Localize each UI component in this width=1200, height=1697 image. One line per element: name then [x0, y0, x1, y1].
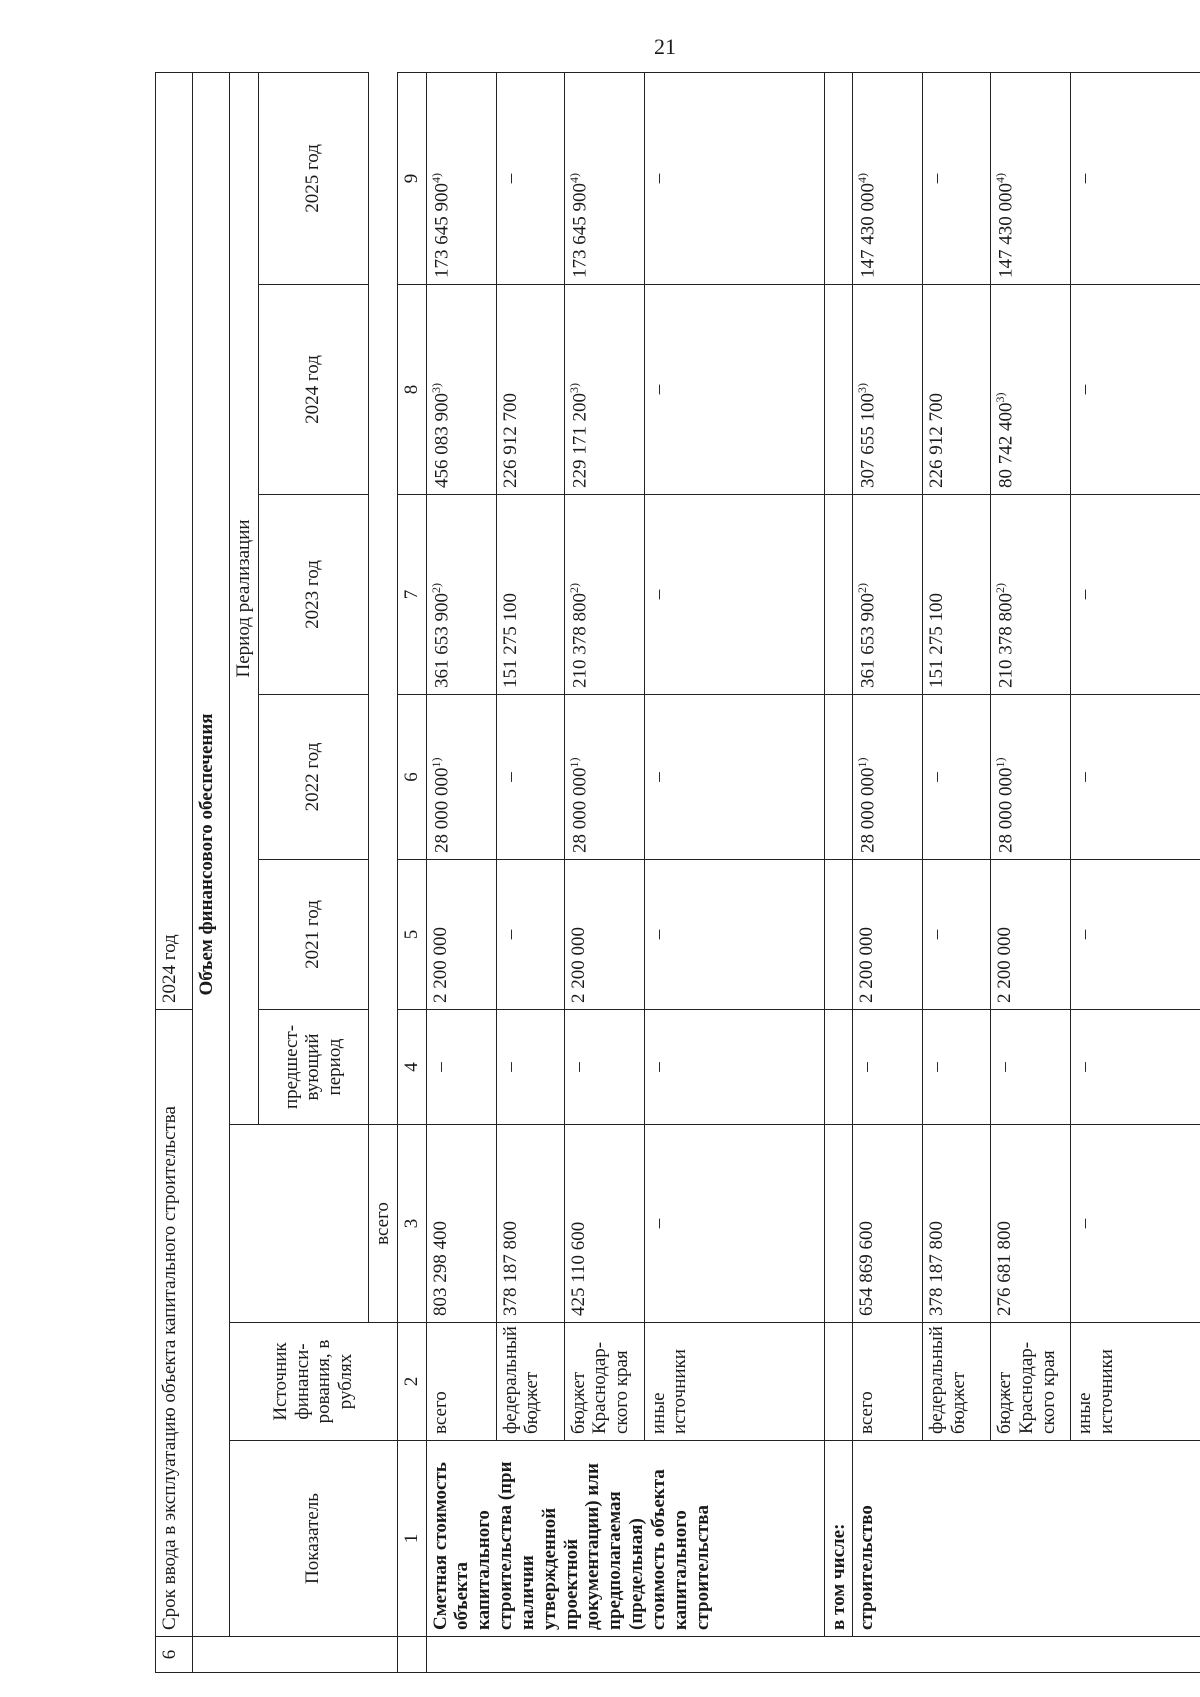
table-row [644, 72, 824, 1672]
row-spacer [923, 1637, 991, 1673]
including-empty-source [824, 1323, 853, 1441]
header-2025: 2025 год [258, 72, 368, 284]
header-previous: предшест-вующий период [258, 1009, 368, 1124]
commissioning-row [156, 72, 193, 1672]
row-spacer [991, 1637, 1071, 1673]
cell-2024: 307 655 100$^{3)}$ [853, 284, 923, 494]
previous-cell: – [496, 1009, 564, 1124]
footnote-mark: 3) [428, 382, 443, 393]
header-blank [230, 1125, 369, 1323]
previous-cell: – [1071, 1009, 1200, 1124]
including-spacer [824, 1637, 853, 1673]
financing-table [155, 72, 1200, 1673]
cell-2022: – [1071, 694, 1200, 859]
row-spacer [644, 1637, 824, 1673]
cell-2024: – [1071, 284, 1200, 494]
header-period: Период реализации [230, 72, 259, 1124]
previous-cell: – [923, 1009, 991, 1124]
footnote-mark: 2) [993, 582, 1008, 593]
cell-2021: 2 200 000 [564, 859, 644, 1009]
cell-2024: – [644, 284, 824, 494]
header-source: Источник финанси-рования, в рублях [230, 1323, 398, 1441]
source-cell: всего [853, 1323, 923, 1441]
rotated-table-content [155, 73, 1145, 1673]
table-row [853, 72, 923, 1672]
cell-2022: – [923, 694, 991, 859]
table-row [923, 72, 991, 1672]
column-number: 6 [397, 694, 426, 859]
source-cell: бюджет Краснодар-ского края [991, 1323, 1071, 1441]
header-fill [368, 72, 397, 1124]
section-construction [853, 72, 1200, 1672]
footnote-mark: 3) [855, 382, 870, 393]
footnote-mark: 3) [566, 382, 581, 393]
table-row [991, 72, 1071, 1672]
cell-2025: – [1071, 72, 1200, 284]
column-numbers-row [397, 72, 426, 1672]
including-row [824, 72, 853, 1672]
cell-2025: – [923, 72, 991, 284]
cell-2022: – [644, 694, 824, 859]
cell-2024: 456 083 900$^{3)}$ [426, 284, 496, 494]
header-2023: 2023 год [258, 494, 368, 694]
total-cell: 276 681 800 [991, 1125, 1071, 1323]
indicator-construction: строительство [853, 1441, 1200, 1637]
footnote-mark: 4) [566, 172, 581, 183]
cell-2023: 210 378 800$^{2)}$ [564, 494, 644, 694]
footnote-mark: 4) [428, 172, 443, 183]
column-number: 5 [397, 859, 426, 1009]
page-number: 21 [654, 34, 676, 59]
row-number: 6 [156, 1637, 193, 1673]
cell-2021: – [644, 859, 824, 1009]
column-number: 2 [397, 1323, 426, 1441]
previous-cell: – [991, 1009, 1071, 1124]
cell-2022: – [496, 694, 564, 859]
title-row [193, 72, 230, 1672]
cell-2021: 2 200 000 [853, 859, 923, 1009]
commissioning-label: Срок ввода в эксплуатацию объекта капитального строительства [156, 1009, 193, 1636]
table-row [564, 72, 644, 1672]
header-total: всего [368, 1125, 397, 1323]
commissioning-value: 2024 год [156, 72, 193, 1009]
source-cell: иные источники [644, 1323, 824, 1441]
source-cell: всего [426, 1323, 496, 1441]
including-empty-2024 [824, 284, 853, 494]
total-cell: 378 187 800 [496, 1125, 564, 1323]
footnote-mark: 1) [855, 757, 870, 768]
cell-2025: – [496, 72, 564, 284]
row-spacer [564, 1637, 644, 1673]
cell-2024: 80 742 400$^{3)}$ [991, 284, 1071, 494]
cell-2022: 28 000 000$^{1)}$ [853, 694, 923, 859]
table-title: Объем финансового обеспечения [193, 72, 230, 1636]
previous-cell: – [853, 1009, 923, 1124]
cell-2021: 2 200 000 [991, 859, 1071, 1009]
colnum-spacer [397, 1637, 426, 1673]
cell-2023: 151 275 100 [923, 494, 991, 694]
header-2021: 2021 год [258, 859, 368, 1009]
section-estimated-cost [426, 72, 824, 1672]
cell-2023: 361 653 900$^{2)}$ [426, 494, 496, 694]
including-empty-previous [824, 1009, 853, 1124]
cell-2025: 173 645 900$^{4)}$ [564, 72, 644, 284]
row-spacer [853, 1637, 923, 1673]
cell-2021: – [1071, 859, 1200, 1009]
footnote-mark: 2) [428, 582, 443, 593]
indicator-estimated-cost: Сметная стоимость объекта капитального строительства (при наличии утвержденной проектной документации) или предполагаемая (предельная) стоимость объекта капитального строительства [426, 1441, 824, 1637]
including-empty-2022 [824, 694, 853, 859]
row-spacer [426, 1637, 496, 1673]
source-cell: бюджет Краснодар-ского края [564, 1323, 644, 1441]
including-empty-2021 [824, 859, 853, 1009]
total-cell: – [1071, 1125, 1200, 1323]
table-row [496, 72, 564, 1672]
cell-2025: 173 645 900$^{4)}$ [426, 72, 496, 284]
source-cell: федеральный бюджет [923, 1323, 991, 1441]
total-cell: 654 869 600 [853, 1125, 923, 1323]
cell-2022: 28 000 000$^{1)}$ [426, 694, 496, 859]
total-cell: – [644, 1125, 824, 1323]
source-cell: федеральный бюджет [496, 1323, 564, 1441]
cell-2023: 210 378 800$^{2)}$ [991, 494, 1071, 694]
footnote-mark: 1) [428, 757, 443, 768]
column-number: 9 [397, 72, 426, 284]
footnote-mark: 3) [993, 392, 1008, 403]
header-row-1 [230, 72, 259, 1672]
cell-2023: – [644, 494, 824, 694]
footnote-mark: 1) [993, 757, 1008, 768]
footnote-mark: 1) [566, 757, 581, 768]
including-empty-total [824, 1125, 853, 1323]
column-number: 8 [397, 284, 426, 494]
header-indicator: Показатель [230, 1441, 398, 1637]
footnote-mark: 2) [855, 582, 870, 593]
cell-2022: 28 000 000$^{1)}$ [991, 694, 1071, 859]
cell-2021: – [923, 859, 991, 1009]
cell-2025: – [644, 72, 824, 284]
including-section [824, 72, 853, 1672]
title-spacer [193, 1637, 230, 1673]
row-spacer [1071, 1637, 1200, 1673]
footnote-mark: 4) [993, 172, 1008, 183]
header-spacer [230, 1637, 398, 1673]
column-number: 7 [397, 494, 426, 694]
cell-2023: 151 275 100 [496, 494, 564, 694]
cell-2024: 229 171 200$^{3)}$ [564, 284, 644, 494]
rotated-table-frame [155, 73, 1145, 1673]
header-2024: 2024 год [258, 284, 368, 494]
previous-cell: – [644, 1009, 824, 1124]
header-2022: 2022 год [258, 694, 368, 859]
total-cell: 803 298 400 [426, 1125, 496, 1323]
column-number: 1 [397, 1441, 426, 1637]
cell-2025: 147 430 000$^{4)}$ [991, 72, 1071, 284]
cell-2024: 226 912 700 [923, 284, 991, 494]
total-cell: 378 187 800 [923, 1125, 991, 1323]
source-cell: иные источники [1071, 1323, 1200, 1441]
cell-2023: 361 653 900$^{2)}$ [853, 494, 923, 694]
cell-2023: – [1071, 494, 1200, 694]
cell-2021: – [496, 859, 564, 1009]
cell-2024: 226 912 700 [496, 284, 564, 494]
table-row [426, 72, 496, 1672]
table-row [1071, 72, 1200, 1672]
footnote-mark: 4) [855, 172, 870, 183]
cell-2022: 28 000 000$^{1)}$ [564, 694, 644, 859]
including-label: в том числе: [824, 1441, 853, 1637]
including-empty-2025 [824, 72, 853, 284]
column-number: 3 [397, 1125, 426, 1323]
cell-2021: 2 200 000 [426, 859, 496, 1009]
including-empty-2023 [824, 494, 853, 694]
row-spacer [496, 1637, 564, 1673]
previous-cell: – [426, 1009, 496, 1124]
previous-cell: – [564, 1009, 644, 1124]
cell-2025: 147 430 000$^{4)}$ [853, 72, 923, 284]
total-cell: 425 110 600 [564, 1125, 644, 1323]
column-number: 4 [397, 1009, 426, 1124]
footnote-mark: 2) [566, 582, 581, 593]
